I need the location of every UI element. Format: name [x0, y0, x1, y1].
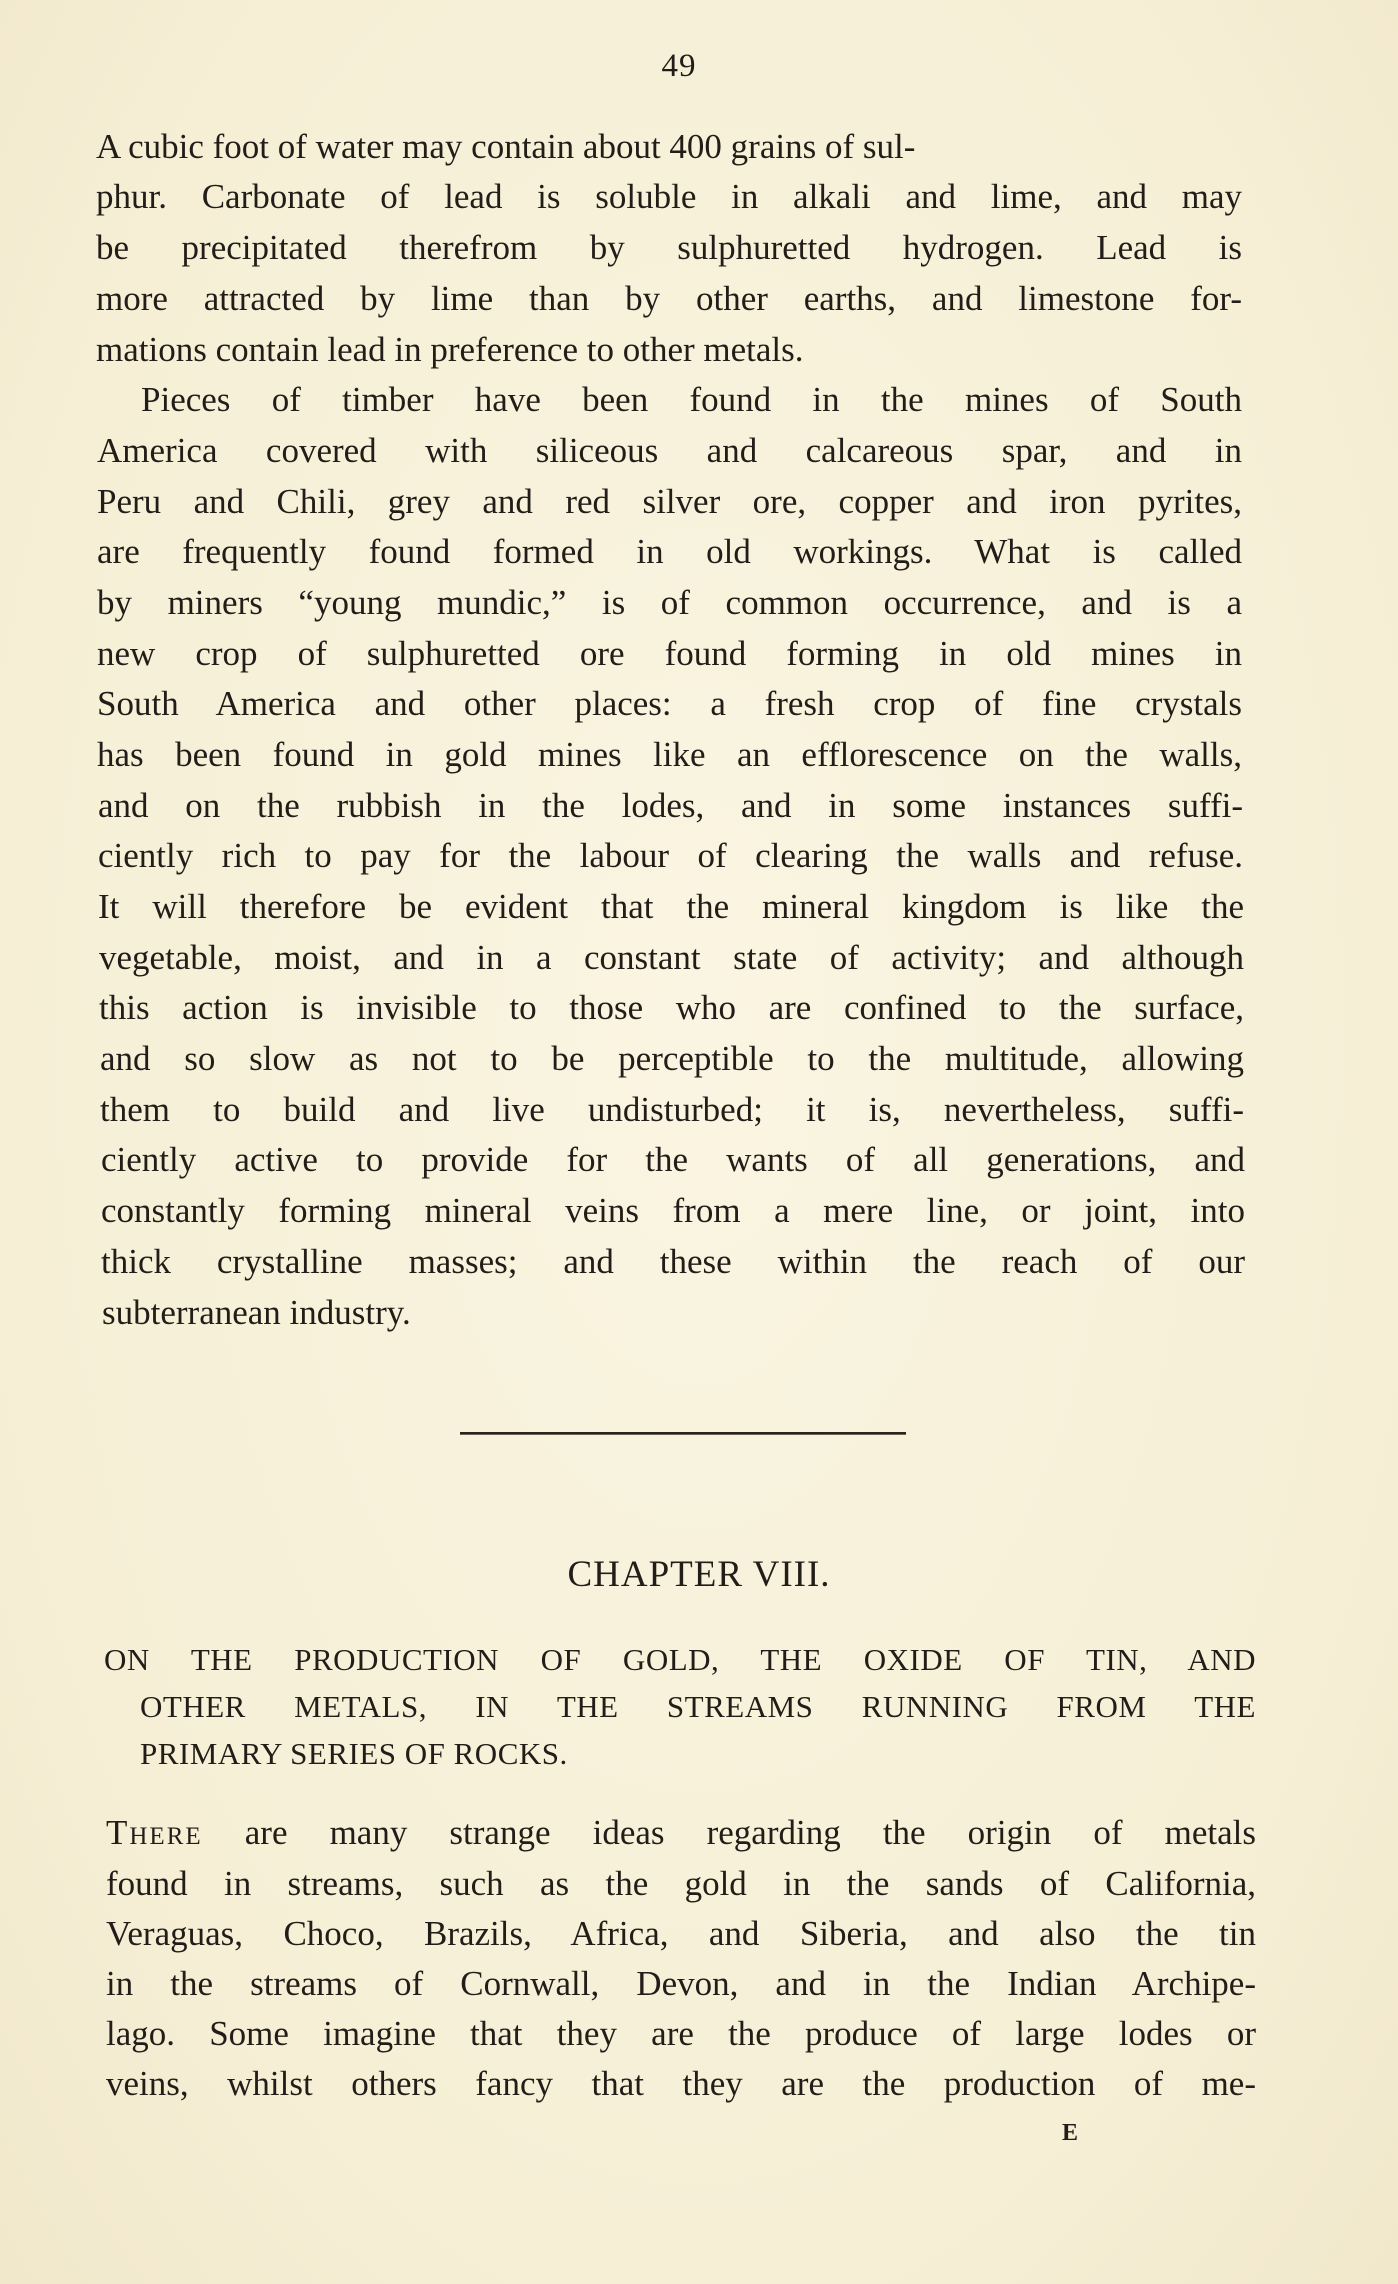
paragraph-2-line-5: by miners “young mundic,” is of common occurrence, and is a — [97, 583, 1242, 622]
paragraph-2-line-14: and so slow as not to be perceptible to the multitude, allowing — [100, 1039, 1244, 1078]
paragraph-2-line-12: vegetable, moist, and in a constant state of activity; and although — [99, 938, 1244, 977]
paragraph-3-line-6: veins, whilst others fancy that they are the production of me- — [106, 2064, 1256, 2103]
paragraph-3-line-1 — [106, 1813, 1256, 1853]
paragraph-2-line-2: America covered with siliceous and calcareous spar, and in — [97, 431, 1242, 470]
paragraph-2-line-10: ciently rich to pay for the labour of clearing the walls and refuse. — [98, 836, 1243, 875]
paragraph-1-line-4: more attracted by lime than by other earths, and limestone for- — [96, 279, 1242, 318]
paragraph-2-line-15: them to build and live undisturbed; it is, nevertheless, suffi- — [100, 1090, 1244, 1129]
paragraph-3-line-2: found in streams, such as the gold in the sands of California, — [106, 1864, 1256, 1903]
paragraph-2-line-19: subterranean industry. — [102, 1293, 411, 1332]
paragraph-2-line-13: this action is invisible to those who are confined to the surface, — [99, 988, 1244, 1027]
paragraph-3-line-1-text: are many strange ideas regarding the origin of metals — [202, 1813, 1256, 1852]
paragraph-1-line-3: be precipitated therefrom by sulphuretted hydrogen. Lead is — [96, 228, 1242, 267]
paragraph-1-line-5: mations contain lead in preference to other metals. — [96, 330, 804, 369]
paragraph-2-line-6: new crop of sulphuretted ore found forming in old mines in — [97, 634, 1242, 673]
chapter-heading-line-3: PRIMARY SERIES OF ROCKS. — [140, 1736, 568, 1771]
paragraph-2-line-16: ciently active to provide for the wants of all generations, and — [101, 1140, 1245, 1179]
section-divider — [460, 1432, 906, 1435]
paragraph-2-line-4: are frequently found formed in old workings. What is called — [97, 532, 1242, 571]
paragraph-2-line-7: South America and other places: a fresh crop of fine crystals — [97, 684, 1242, 723]
paragraph-1-line-2: phur. Carbonate of lead is soluble in alkali and lime, and may — [96, 177, 1242, 216]
paragraph-3-line-4: in the streams of Cornwall, Devon, and in the Indian Archipe- — [106, 1964, 1256, 2003]
paragraph-1-line-1: A cubic foot of water may contain about 400 grains of sul- — [96, 127, 916, 166]
paragraph-2-line-3: Peru and Chili, grey and red silver ore, copper and iron pyrites, — [97, 482, 1242, 521]
paragraph-2-line-17: constantly forming mineral veins from a mere line, or joint, into — [101, 1191, 1245, 1230]
paragraph-2-line-9: and on the rubbish in the lodes, and in some instances suffi- — [98, 786, 1243, 825]
chapter-heading-line-2: OTHER METALS, IN THE STREAMS RUNNING FROM THE — [140, 1689, 1256, 1724]
chapter-heading-line-1: ON THE PRODUCTION OF GOLD, THE OXIDE OF TIN, AND — [104, 1642, 1256, 1677]
paragraph-2-line-1: Pieces of timber have been found in the mines of South — [141, 380, 1242, 419]
paragraph-3-line-5: lago. Some imagine that they are the produce of large lodes or — [106, 2014, 1256, 2053]
signature-mark: E — [1061, 2120, 1078, 2146]
paragraph-3-line-3: Veraguas, Choco, Brazils, Africa, and Siberia, and also the tin — [106, 1914, 1256, 1953]
page-number: 49 — [661, 48, 697, 84]
chapter-title: CHAPTER VIII. — [567, 1554, 831, 1595]
paragraph-2-line-18: thick crystalline masses; and these within the reach of our — [101, 1242, 1245, 1281]
paragraph-3-first-word: There — [106, 1813, 203, 1852]
paragraph-2-line-8: has been found in gold mines like an efflorescence on the walls, — [97, 735, 1242, 774]
paragraph-2-line-11: It will therefore be evident that the mineral kingdom is like the — [98, 887, 1244, 926]
